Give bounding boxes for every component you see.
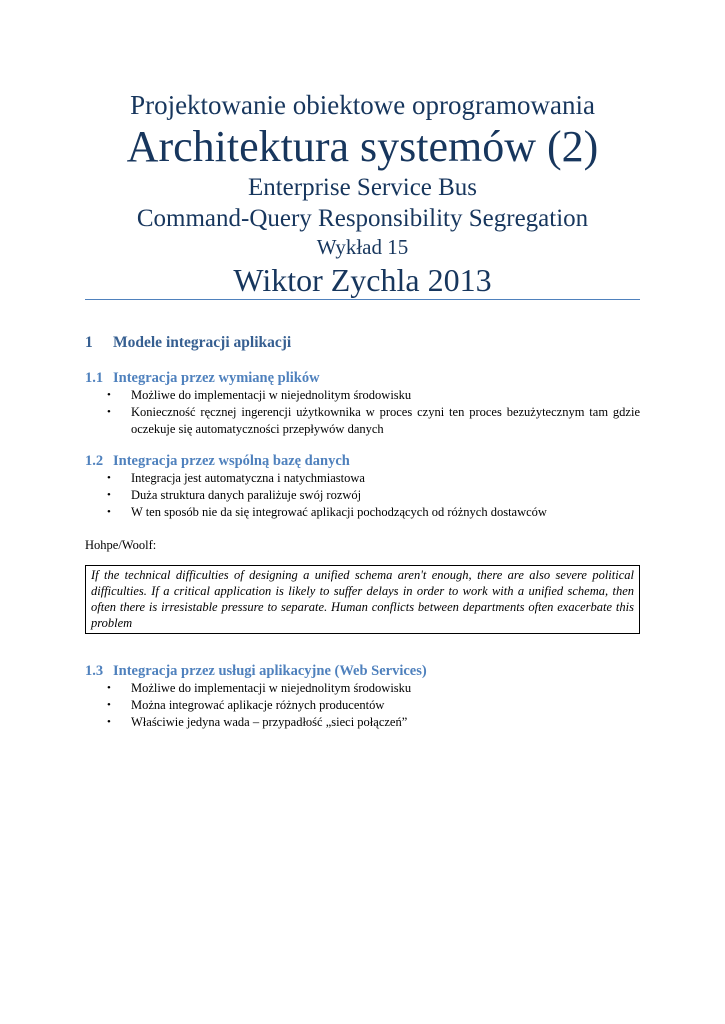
title-block: [85, 88, 640, 300]
list-item: [85, 487, 640, 504]
document-title: Architektura systemów (2): [126, 122, 599, 171]
bullet-icon: •: [107, 406, 111, 418]
list-item: [85, 680, 640, 697]
bullet-icon: •: [107, 716, 111, 728]
heading-text: Modele integracji aplikacji: [113, 334, 292, 351]
heading-text: Integracja przez usługi aplikacyjne (Web Services): [113, 663, 427, 679]
bullet-icon: •: [107, 489, 111, 501]
heading-section-1-3: [85, 662, 640, 680]
spacer: [85, 554, 640, 565]
heading-number: 1: [85, 334, 93, 351]
heading-text: Integracja przez wspólną bazę danych: [113, 453, 350, 469]
list-item-text: Duża struktura danych paraliżuje swój rozwój: [131, 488, 362, 502]
list-item: [85, 387, 640, 404]
document-body: [85, 333, 640, 731]
list-item-text: W ten sposób nie da się integrować aplikacji pochodzących od różnych dostawców: [131, 505, 547, 519]
list-item: [85, 504, 640, 521]
spacer: [85, 634, 640, 662]
list-item: [85, 697, 640, 714]
heading-number: 1.2: [85, 453, 104, 469]
quote-box: If the technical difficulties of designing a unified schema aren't enough, there are also severe political difficulties. If a critical application is likely to suffer delays in order to work with a unified schema, then often there is irresistable pressure to separate. Human conflicts between departments often exacerbate this problem: [85, 565, 640, 634]
bullet-icon: •: [107, 699, 111, 711]
author-year: Wiktor Zychla 2013: [233, 262, 492, 298]
spacer: [85, 438, 640, 452]
heading-text: Integracja przez wymianę plików: [113, 370, 320, 386]
list-item-text: Możliwe do implementacji w niejednolitym środowisku: [131, 388, 412, 402]
heading-number: 1.1: [85, 370, 104, 386]
bullet-list-1-2: [85, 470, 640, 521]
bullet-list-1-3: [85, 680, 640, 731]
list-item: [85, 404, 640, 438]
heading-number: 1.3: [85, 663, 104, 679]
list-item: [85, 714, 640, 731]
quote-attribution: Hohpe/Woolf:: [85, 538, 157, 552]
lecture-number: Wykład 15: [316, 235, 409, 259]
list-item-text: Możliwe do implementacji w niejednolitym środowisku: [131, 681, 412, 695]
list-item-text: Integracja jest automatyczna i natychmiastowa: [131, 471, 365, 485]
list-item-text: Można integrować aplikacje różnych producentów: [131, 698, 385, 712]
bullet-icon: •: [107, 506, 111, 518]
heading-section-1-1: [85, 369, 640, 387]
bullet-icon: •: [107, 682, 111, 694]
heading-section-1: [85, 333, 640, 353]
bullet-icon: •: [107, 472, 111, 484]
course-name: Projektowanie obiektowe oprogramowania: [130, 90, 595, 120]
heading-section-1-2: [85, 452, 640, 470]
subtitle-esb: Enterprise Service Bus: [247, 174, 478, 201]
spacer: [85, 521, 640, 537]
list-item-text: Konieczność ręcznej ingerencji użytkownika w proces czyni ten proces bezużytecznym tam gdzie oczekuje się automatyczności przepływów danych: [131, 405, 640, 436]
bullet-icon: •: [107, 389, 111, 401]
list-item: [85, 470, 640, 487]
title-divider: [85, 299, 640, 300]
list-item-text: Właściwie jedyna wada – przypadłość „sieci połączeń”: [131, 715, 408, 729]
bullet-list-1-1: [85, 387, 640, 438]
subtitle-cqrs: Command-Query Responsibility Segregation: [136, 205, 589, 232]
